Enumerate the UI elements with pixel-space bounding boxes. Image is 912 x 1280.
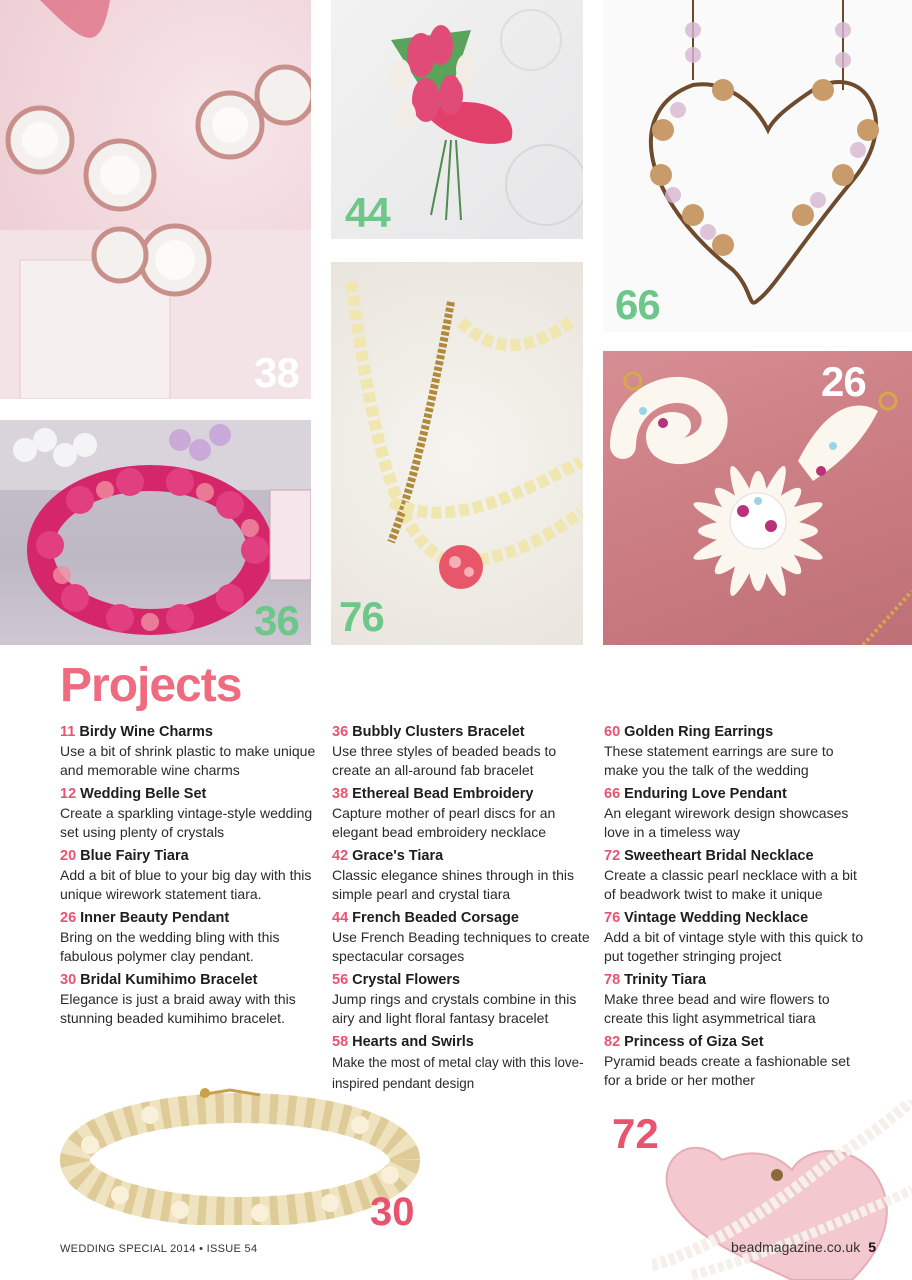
project-page-number: 26 <box>60 910 77 926</box>
project-title <box>332 909 592 928</box>
project-page-number: 60 <box>604 724 621 740</box>
project-description: Jump rings and crystals combine in this airy and light floral fantasy bracelet <box>332 991 577 1026</box>
project-title <box>604 847 864 866</box>
project-page-number: 72 <box>604 848 621 864</box>
project-name: Bubbly Clusters Bracelet <box>352 724 525 740</box>
project-item <box>604 1033 864 1090</box>
project-name: Sweetheart Bridal Necklace <box>624 848 814 864</box>
project-name: Trinity Tiara <box>624 972 707 988</box>
project-item <box>60 723 320 780</box>
project-item <box>604 723 864 780</box>
project-title <box>60 909 320 928</box>
project-item <box>604 785 864 842</box>
project-item <box>332 847 592 904</box>
project-title <box>604 723 864 742</box>
project-name: Grace's Tiara <box>352 848 444 864</box>
project-title <box>332 847 592 866</box>
project-name: Hearts and Swirls <box>352 1034 474 1050</box>
project-title <box>604 785 864 804</box>
project-name: Blue Fairy Tiara <box>80 848 189 864</box>
project-name: Wedding Belle Set <box>80 786 207 802</box>
photo-vintage-wedding-necklace <box>331 262 583 645</box>
page-number-label: 44 <box>345 189 390 236</box>
project-name: Crystal Flowers <box>352 972 461 988</box>
project-title <box>604 909 864 928</box>
project-title <box>332 785 592 804</box>
photo-bubbly-clusters-bracelet <box>0 420 311 645</box>
project-page-number: 44 <box>332 910 349 926</box>
project-page-number: 36 <box>332 724 349 740</box>
photo-heart-wirework-pendant <box>603 0 912 332</box>
project-title <box>60 785 320 804</box>
page-number-label: 30 <box>370 1190 415 1234</box>
necklace-illustration <box>0 0 311 399</box>
project-title <box>604 971 864 990</box>
project-title <box>332 723 592 742</box>
section-heading: Projects <box>60 659 242 712</box>
project-name: French Beaded Corsage <box>352 910 519 926</box>
project-name: Bridal Kumihimo Bracelet <box>80 972 258 988</box>
project-page-number: 66 <box>604 786 621 802</box>
photo-kumihimo-bracelet <box>60 1075 420 1225</box>
folio-page-number: 5 <box>868 1239 876 1255</box>
project-name: Birdy Wine Charms <box>79 724 213 740</box>
project-item <box>604 971 864 1028</box>
project-page-number: 11 <box>60 724 76 740</box>
project-name: Golden Ring Earrings <box>624 724 774 740</box>
project-name: Ethereal Bead Embroidery <box>352 786 534 802</box>
project-column-3 <box>604 723 864 1095</box>
website-link[interactable]: beadmagazine.co.uk <box>731 1239 861 1255</box>
project-description: Add a bit of vintage style with this quick to put together stringing project <box>604 929 864 964</box>
project-description: An elegant wirework design showcases love in a timeless way <box>604 805 849 840</box>
page-number-label: 76 <box>339 593 384 640</box>
project-item <box>332 723 592 780</box>
project-title <box>60 971 320 990</box>
project-description: Create a classic pearl necklace with a bit of beadwork twist to make it unique <box>604 867 857 902</box>
project-page-number: 42 <box>332 848 349 864</box>
project-description: Use French Beading techniques to create spectacular corsages <box>332 929 590 964</box>
necklace-strands-illustration <box>331 262 583 645</box>
photo-polymer-clay-pendant <box>603 351 912 645</box>
project-title <box>332 1033 592 1052</box>
project-description: Make three bead and wire flowers to create this light asymmetrical tiara <box>604 991 830 1026</box>
project-page-number: 78 <box>604 972 621 988</box>
project-page-number: 82 <box>604 1034 621 1050</box>
project-item <box>332 785 592 842</box>
project-name: Inner Beauty Pendant <box>80 910 230 926</box>
project-name: Princess of Giza Set <box>624 1034 764 1050</box>
project-description: Classic elegance shines through in this simple pearl and crystal tiara <box>332 867 575 902</box>
project-page-number: 76 <box>604 910 621 926</box>
project-page-number: 38 <box>332 786 349 802</box>
project-description: Create a sparkling vintage-style wedding set using plenty of crystals <box>60 805 313 840</box>
photo-bead-embroidery-necklace <box>0 0 311 399</box>
project-item <box>604 909 864 966</box>
page-number-label: 38 <box>254 349 299 396</box>
page-number-label: 26 <box>821 358 866 405</box>
project-name: Enduring Love Pendant <box>624 786 787 802</box>
project-item <box>604 847 864 904</box>
project-column-1 <box>60 723 320 1033</box>
project-title <box>332 971 592 990</box>
project-description: Bring on the wedding bling with this fabulous polymer clay pendant. <box>60 929 280 964</box>
project-description: Pyramid beads create a fashionable set for a bride or her mother <box>604 1053 850 1088</box>
project-description: These statement earrings are sure to make you the talk of the wedding <box>604 743 834 778</box>
issue-label: WEDDING SPECIAL 2014 • ISSUE 54 <box>60 1243 258 1255</box>
project-item <box>60 971 320 1028</box>
project-item <box>60 785 320 842</box>
project-title <box>604 1033 864 1052</box>
project-item <box>60 847 320 904</box>
project-description: Add a bit of blue to your big day with this unique wirework statement tiara. <box>60 867 312 902</box>
page-number-label: 36 <box>254 597 299 644</box>
project-title <box>60 723 320 742</box>
footer-right <box>731 1239 876 1255</box>
page-number-label: 72 <box>612 1110 659 1157</box>
project-column-2 <box>332 723 592 1099</box>
photo-french-beaded-corsage <box>331 0 583 239</box>
project-description: Make the most of metal clay with this love-inspired pendant design <box>332 1055 584 1091</box>
project-description: Use three styles of beaded beads to create an all-around fab bracelet <box>332 743 557 778</box>
project-page-number: 56 <box>332 972 349 988</box>
project-item <box>332 971 592 1028</box>
project-description: Elegance is just a braid away with this stunning beaded kumihimo bracelet. <box>60 991 296 1026</box>
project-page-number: 58 <box>332 1034 349 1050</box>
project-item <box>332 909 592 966</box>
project-item <box>60 909 320 966</box>
page-number-label: 66 <box>615 281 660 328</box>
project-description: Use a bit of shrink plastic to make unique and memorable wine charms <box>60 743 316 778</box>
project-page-number: 30 <box>60 972 77 988</box>
project-name: Vintage Wedding Necklace <box>624 910 809 926</box>
project-page-number: 20 <box>60 848 77 864</box>
project-description: Capture mother of pearl discs for an elegant bead embroidery necklace <box>332 805 556 840</box>
project-title <box>60 847 320 866</box>
project-page-number: 12 <box>60 786 77 802</box>
